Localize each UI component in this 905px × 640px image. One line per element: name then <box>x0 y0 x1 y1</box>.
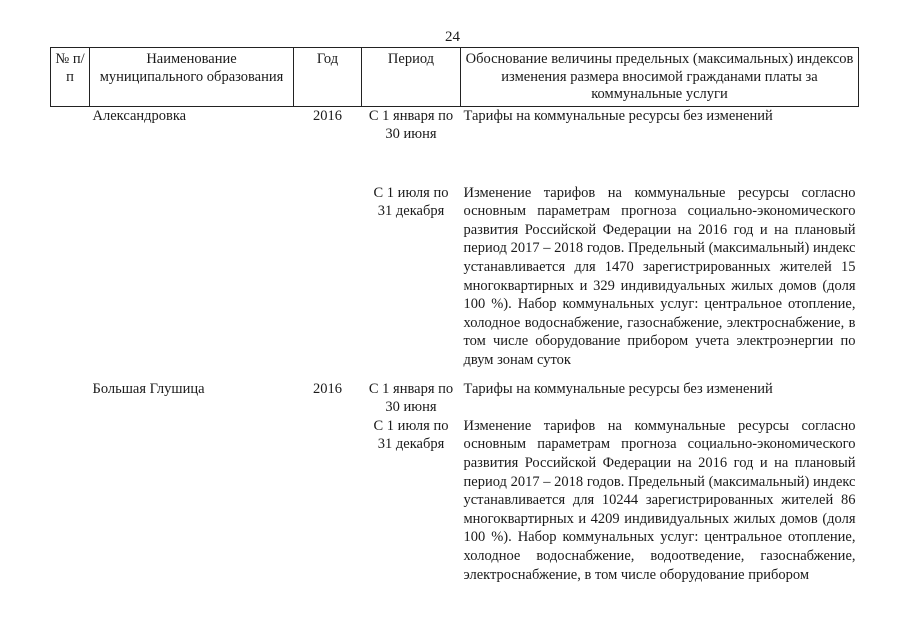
table-body <box>51 106 859 584</box>
year-cell <box>294 417 362 584</box>
tariff-index-table <box>50 47 859 584</box>
header-municipality: Наименование муниципального образования <box>90 48 294 107</box>
header-year: Год <box>294 48 362 107</box>
row-number <box>51 184 90 370</box>
municipality-name <box>90 417 294 584</box>
justification-cell: Тарифы на коммунальные ресурсы без изменений <box>463 380 773 397</box>
justification-cell: Изменение тарифов на коммунальные ресурсы согласно основным параметрам прогноза социально-экономического развития Российской Федерации на 2016 год и на плановый период 2017 – 2018 годов. Предельный (максимальный) индекс устанавливается для 1470 зарегистрированных жителей 15 многоквартирных и 329 индивидуальных жилых домов (доля 100 %). Набор коммунальных услуг: центральное отопление, холодное водоснабжение, газоснабжение, электроснабжение, в том числе оборудование прибором учета электроэнергии по двум зонам суток <box>463 184 856 369</box>
row-number <box>51 417 90 584</box>
header-row <box>51 48 859 107</box>
period-cell: С 1 июля по 31 декабря <box>373 417 449 453</box>
period-cell: С 1 января по 30 июня <box>368 107 454 143</box>
municipality-name <box>90 184 294 370</box>
header-period: Период <box>362 48 461 107</box>
table-row <box>51 106 859 144</box>
period-cell: С 1 июля по 31 декабря <box>373 184 449 220</box>
municipality-name: Большая Глушица <box>92 380 205 397</box>
header-justification: Обоснование величины предельных (максимальных) индексов изменения размера вносимой гражданами платы за коммунальные услуги <box>461 48 859 107</box>
year-cell: 2016 <box>313 107 342 124</box>
table-header <box>51 48 859 107</box>
period-cell: С 1 января по 30 июня <box>368 380 454 416</box>
justification-cell: Тарифы на коммунальные ресурсы без изменений <box>463 107 773 124</box>
page-number: 24 <box>445 29 460 45</box>
row-spacer <box>51 144 859 184</box>
row-spacer <box>51 370 859 380</box>
header-number: № п/п <box>51 48 90 107</box>
row-number <box>51 106 90 144</box>
year-cell: 2016 <box>313 380 342 397</box>
year-cell <box>294 184 362 370</box>
municipality-name: Александровка <box>92 107 187 124</box>
justification-cell: Изменение тарифов на коммунальные ресурсы согласно основным параметрам прогноза социально-экономического развития Российской Федерации на 2016 год и на плановый период 2017 – 2018 годов. Предельный (максимальный) индекс устанавливается для 10244 зарегистрированных жителей 86 многоквартирных и 4209 индивидуальных жилых домов (доля 100 %). Набор коммунальных услуг: центральное отопление, холодное водоснабжение, водоотведение, газоснабжение, электроснабжение, в том числе оборудование прибором <box>463 417 856 583</box>
row-number <box>51 380 90 417</box>
table-row <box>51 184 859 370</box>
table-row <box>51 417 859 584</box>
table-row <box>51 380 859 417</box>
